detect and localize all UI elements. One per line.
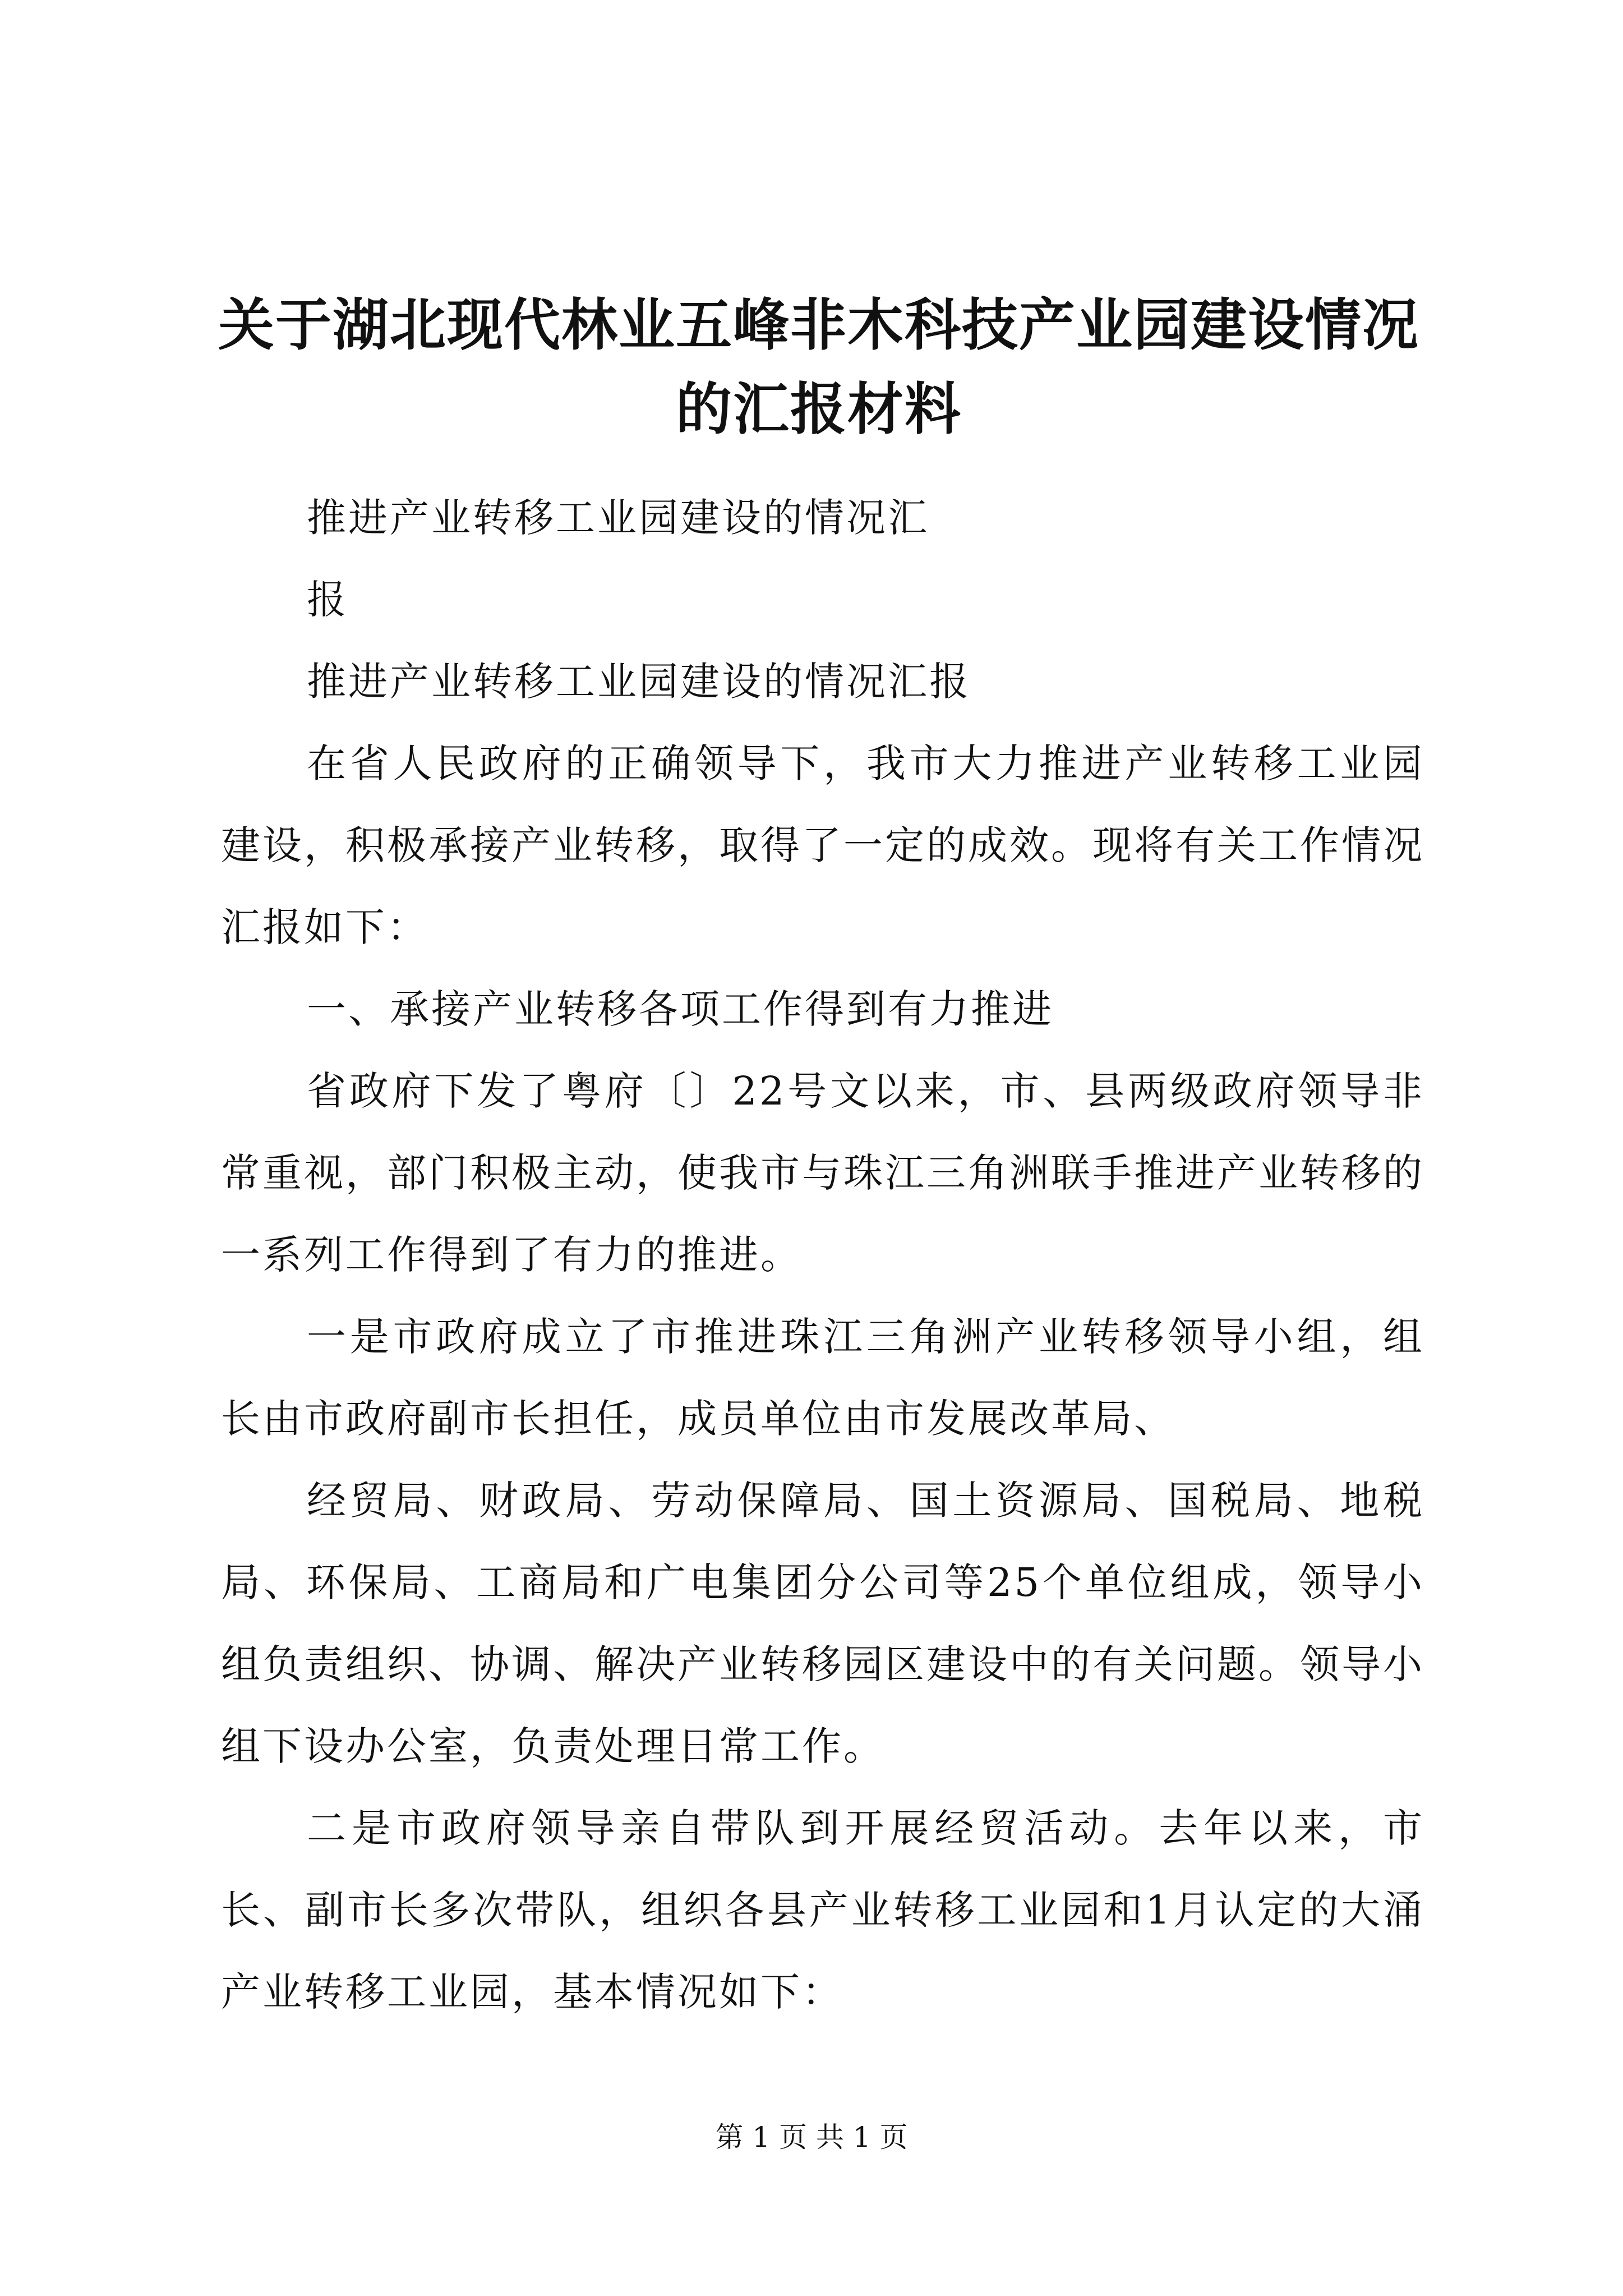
paragraph-heading-line-2: 报	[307, 577, 348, 623]
paragraph-point-1-cont: 经贸局、财政局、劳动保障局、国土资源局、国税局、地税局、环保局、工商局和广电集团分公司等25个单位组成，领导小组负责组织、协调、解决产业转移园区建设中的有关问题。领导小组下设办公室，负责处理日常工作。	[221, 1478, 1424, 1769]
paragraph-section-1: 省政府下发了粤府〔〕22号文以来，市、县两级政府领导非常重视，部门积极主动，使我市与珠江三角洲联手推进产业转移的一系列工作得到了有力的推进。	[221, 1068, 1424, 1278]
paragraph-subtitle: 推进产业转移工业园建设的情况汇报	[307, 659, 971, 705]
paragraph-point-2: 二是市政府领导亲自带队到开展经贸活动。去年以来，市长、副市长多次带队，组织各县产业转移工业园和1月认定的大涌产业转移工业园，基本情况如下：	[221, 1805, 1424, 2015]
section-heading-1: 一、承接产业转移各项工作得到有力推进	[307, 986, 1054, 1032]
paragraph-heading-line-1: 推进产业转移工业园建设的情况汇	[307, 495, 929, 541]
paragraph-intro: 在省人民政府的正确领导下，我市大力推进产业转移工业园建设，积极承接产业转移，取得了一定的成效。现将有关工作情况汇报如下：	[221, 740, 1424, 950]
paragraph-point-1: 一是市政府成立了市推进珠江三角洲产业转移领导小组，组长由市政府副市长担任，成员单位由市发展改革局、	[221, 1314, 1424, 1442]
document-body	[221, 477, 1424, 2033]
document-title: 关于湖北现代林业五峰非木科技产业园建设情况的汇报材料	[218, 292, 1419, 442]
page-footer: 第 1 页 共 1 页	[715, 2121, 908, 2154]
